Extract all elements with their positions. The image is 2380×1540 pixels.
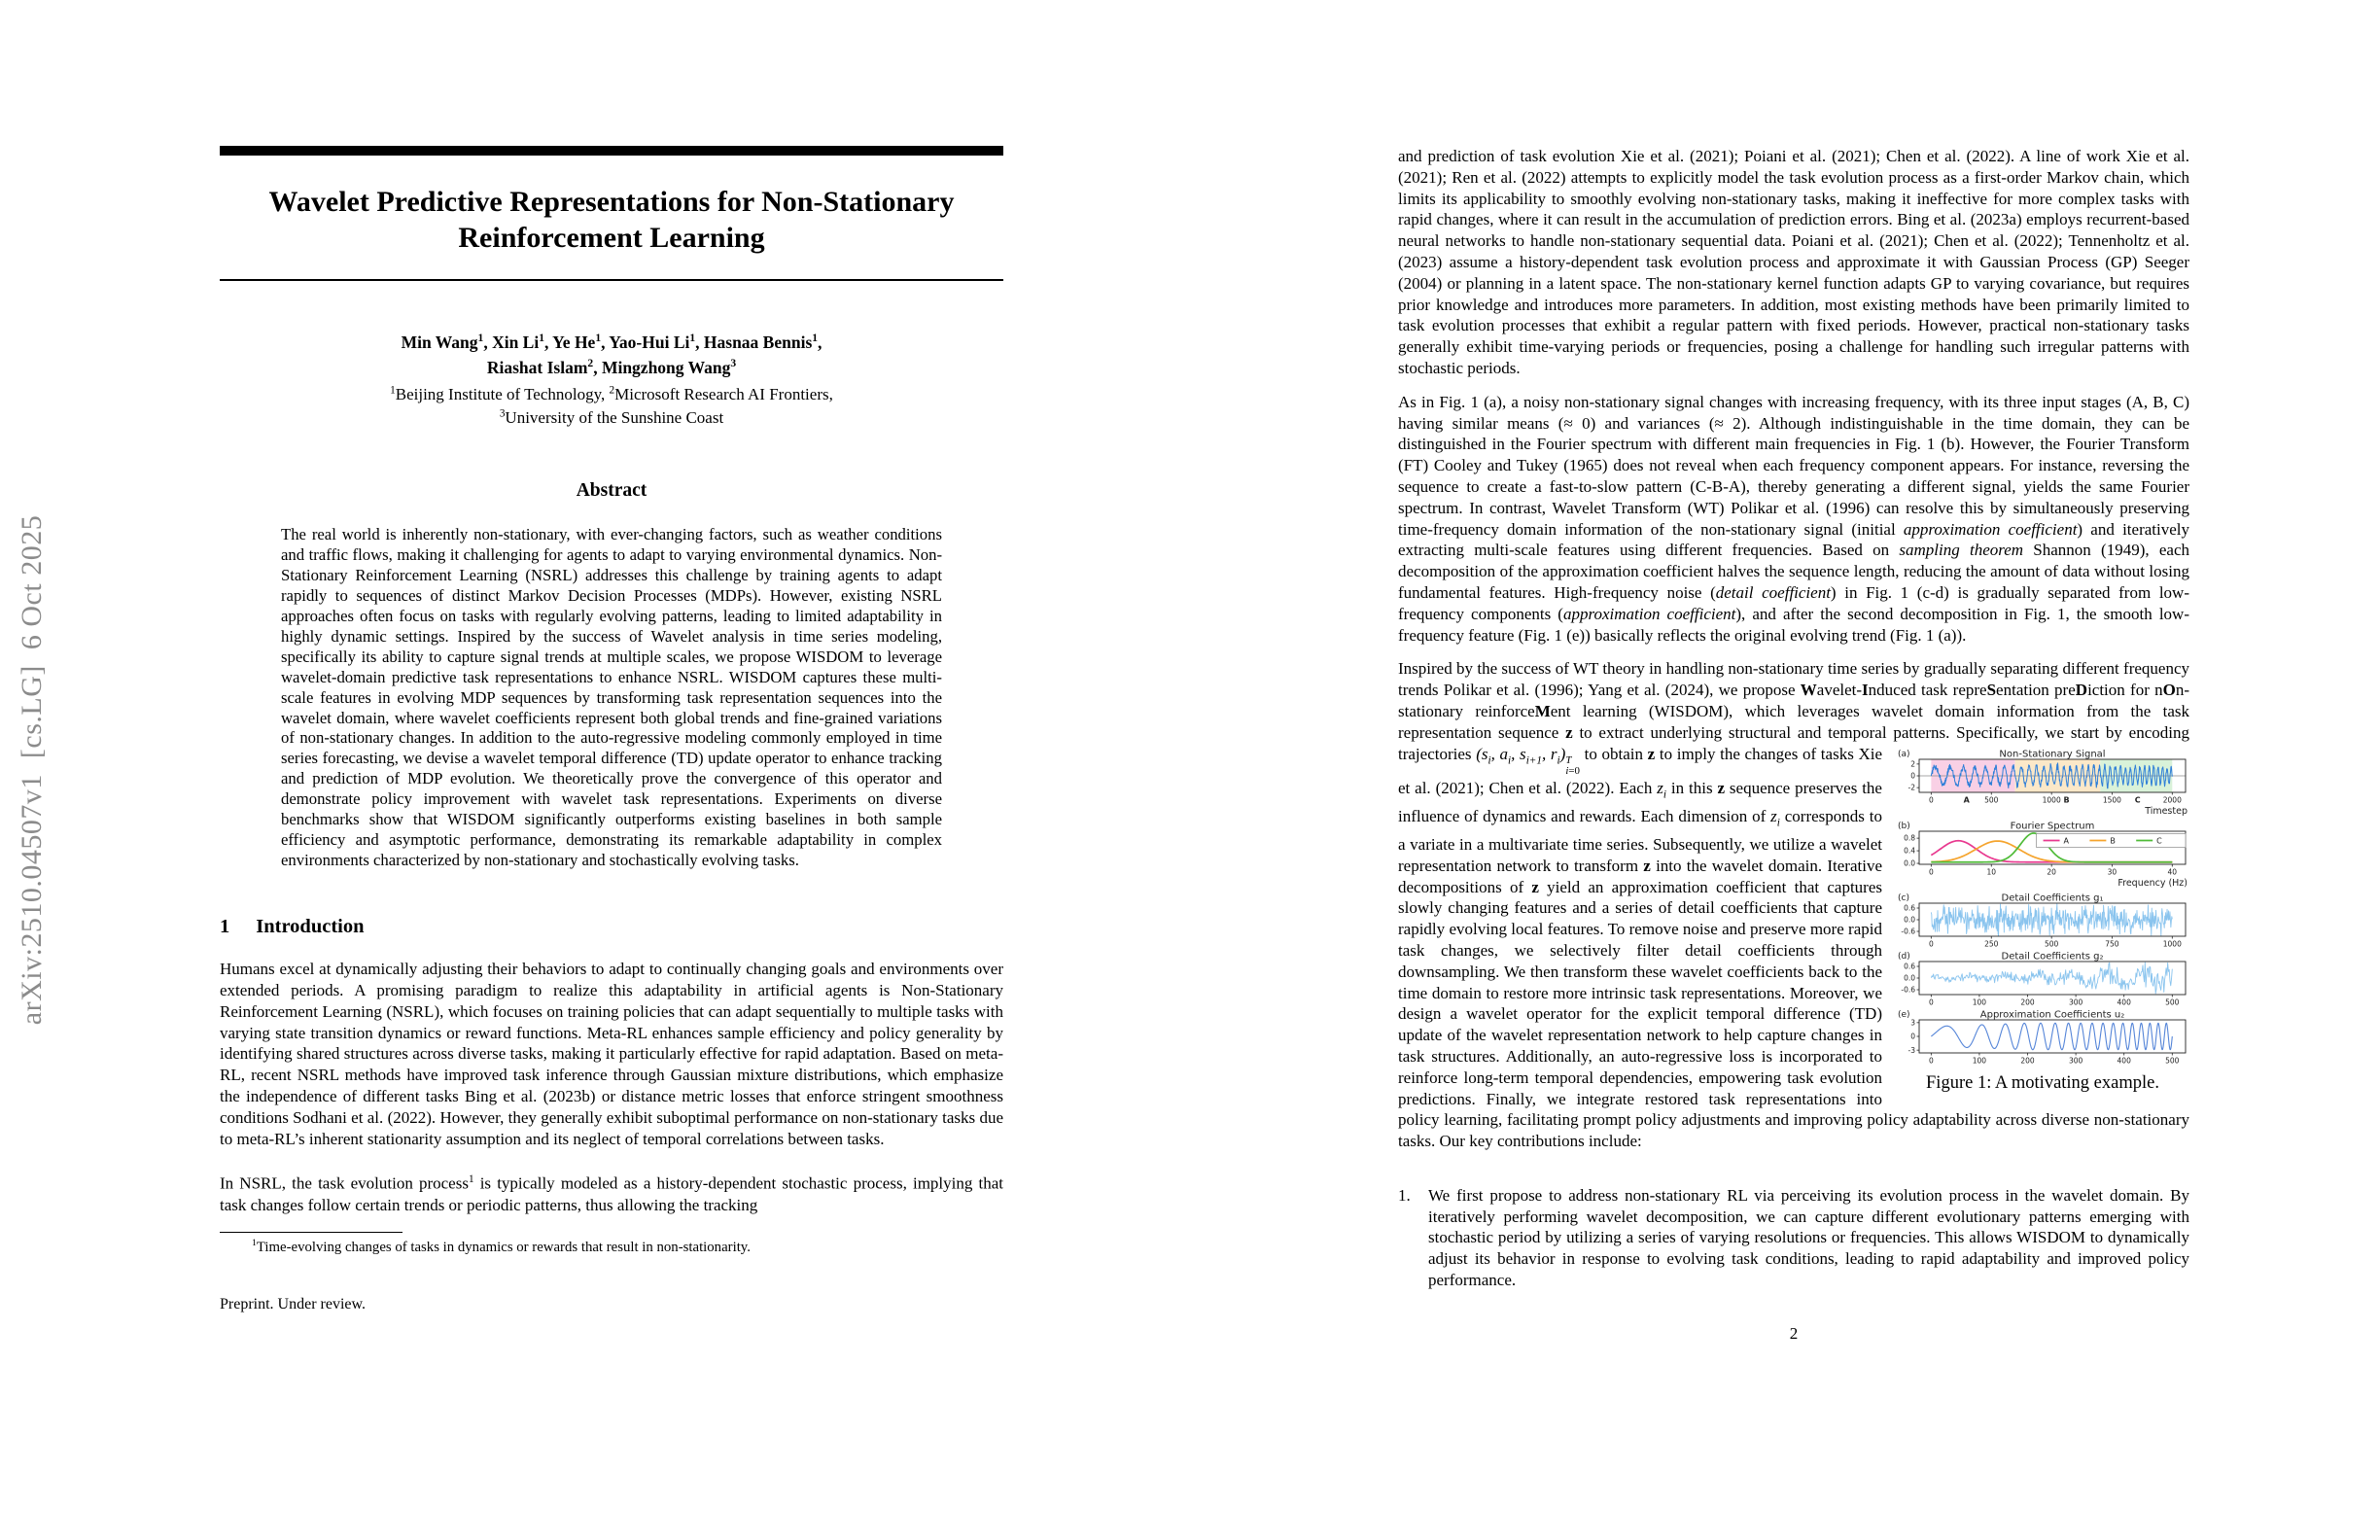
svg-text:B: B [2063,795,2070,805]
section-heading-introduction [220,916,1003,938]
svg-text:3: 3 [1910,1017,1915,1027]
svg-text:0.8: 0.8 [1904,833,1915,843]
svg-text:30: 30 [2107,867,2118,877]
svg-text:200: 200 [2020,1056,2035,1065]
svg-text:1000: 1000 [2042,795,2061,805]
svg-text:A: A [1963,795,1970,805]
section-title: Introduction [256,916,365,938]
page-1 [220,146,1003,1313]
list-item-text: We first propose to address non-stationary RL via perceiving its evolution process in the wavelet domain. By iteratively performing wavelet decomposition, we can capture different evolutionary patterns emerging with stochastic period by utilizing a series of varying resolutions or frequencies. This allows WISDOM to dynamically adjust its behavior in response to evolving task conditions, leading to rapid adaptability and improved policy performance. [1428,1185,2189,1290]
svg-text:-3: -3 [1908,1045,1915,1055]
page2-paragraph-3 [1398,658,2189,1152]
svg-text:(b): (b) [1898,821,1910,831]
abstract-body: The real world is inherently non-stationary, with ever-changing factors, such as weather conditions and traffic flows, making it challenging for agents to adapt to varying environmental dynamics. Non-Stationary Reinforcement Learning (NSRL) addresses this challenge by training agents to adapt rapidly to sequences of distinct Markov Decision Processes (MDPs). However, existing NSRL approaches often focus on tasks with regularly evolving patterns, leading to limited adaptability in highly dynamic settings. Inspired by the success of Wavelet analysis in time series modeling, specifically its ability to capture signal trends at multiple scales, we propose WISDOM to leverage wavelet-domain predictive task representations to enhance NSRL. WISDOM captures these multi-scale features in evolving MDP sequences by transforming task representation sequences into the wavelet domain, where wavelet coefficients represent both global trends and fine-grained variations of non-stationary changes. In addition to the auto-regressive modeling commonly employed in time series forecasting, we devise a wavelet temporal difference (TD) update operator to enhance tracking and prediction of MDP evolution. We theoretically prove the convergence of this operator and demonstrate policy improvement with wavelet task representations. Experiments on diverse benchmarks show that WISDOM significantly outperforms existing baselines in both sample efficiency and asymptotic performance, demonstrating its remarkable adaptability in complex environments characterized by non-stationary and stochastically evolving tasks. [281,524,942,870]
svg-text:0: 0 [1928,998,1934,1006]
svg-text:C: C [2134,795,2141,805]
svg-text:400: 400 [2117,1056,2131,1065]
figure-1 [1896,748,2189,1094]
figure1-subplot-a [1896,748,2189,818]
svg-text:C: C [2156,835,2162,845]
authors-line-1: Min Wang$^1$, Xin Li$^1$, Ye He$^1$, Yao-Hui Li$^1$, Hasnaa Bennis$^1$, [401,332,822,353]
svg-text:500: 500 [2045,939,2059,948]
svg-text:20: 20 [2047,867,2056,877]
svg-text:0: 0 [1928,867,1934,877]
list-item-number: 1. [1398,1185,1411,1205]
svg-text:B: B [2110,835,2116,845]
contribution-item-1 [1398,1185,2189,1291]
affiliation-line-1: $^1$Beijing Institute of Technology, $^2$Microsoft Research AI Frontiers, [390,384,833,403]
preprint-notice: Preprint. Under review. [220,1295,367,1312]
svg-text:(d): (d) [1898,951,1910,962]
svg-text:40: 40 [2167,867,2178,877]
intro-paragraph-2: In NSRL, the task evolution process$^1$ is typically modeled as a history-dependent stochastic process, implying that task changes follow certain trends or periodic patterns, thus allowing the tracking [220,1173,1003,1214]
svg-text:Frequency (Hz): Frequency (Hz) [2118,877,2188,889]
page2-paragraph-1: and prediction of task evolution Xie et al. (2021); Poiani et al. (2021); Chen et al. (2022). A line of work Xie et al. (2021); Ren et al. (2022) attempts to explicitly model the task evolution process as a first-order Markov chain, which limits its applicability to smoothly evolving non-stationary tasks, making it ineffective for more complex tasks with rapid changes, where it can result in the accumulation of prediction errors. Bing et al. (2023a) employs recurrent-based neural networks to handle non-stationary sequential data. Poiani et al. (2021); Chen et al. (2022); Tennenholtz et al. (2023) assume a history-dependent task evolution process and approximate it with Gaussian Process (GP) Seeger (2004) or planning in a latent space. The non-stationary kernel function adapts GP to varying covariance, but requires prior knowledge and introduces more parameters. In addition, most existing methods have been primarily limited to task evolution processes that exhibit a regular pattern with fixed periods. However, practical non-stationary tasks generally exhibit time-varying periods or frequencies, posing a challenge for handling such irregular patterns with stochastic periods. [1398,147,2189,377]
svg-text:Fourier Spectrum: Fourier Spectrum [2010,821,2095,832]
svg-text:Detail Coefficients g₁: Detail Coefficients g₁ [2001,892,2104,904]
svg-text:100: 100 [1972,1056,1987,1065]
page-number: 2 [1789,1323,1799,1343]
paragraph-3-lead: Inspired by the success of WT theory in handling non-stationary time series by gradually separating different frequency trends Polikar et al. (1996); Yang et al. (2024), we propose Wavelet-Induced task repreSentation preDiction for nOn-stationary reinforceMent learning (WISDOM), which leverages wavelet domain information from the task representation sequence z to extract underlying structural and temporal patterns. Specifically, we start by encoding trajectories [1398,659,2190,763]
paper-title: Wavelet Predictive Representations for Non-Stationary Reinforcement Learning [268,186,955,254]
figure1-subplot-b [1896,820,2189,890]
figure1-subplot-e [1896,1008,2189,1065]
svg-text:0.4: 0.4 [1904,846,1915,856]
paragraph-3-wrap: ($s_i$, $a_i$, $s_{i+1}$, $r_i$) T i=0 to obtain z to imply the changes of tasks Xie et al. (2021); Chen et al. (2022). Each $z_i$ in this z sequence preserves the influence of dynamics and rewards. Each dimension of $z_i$ corresponds to a variate in a multivariate time series. Subsequently, we utilize a wavelet representation network to transform z into the wavelet domain. Iterative decompositions of z yield an approximation coefficient that captures slowly changing features and a series of detail coefficients that capture rapidly evolving local features. To remove noise and preserve more rapid task changes, we selectively filter detail coefficients through downsampling. We then transform these wavelet coefficients back to the time domain to restore more intrinsic task representations. Moreover, we design a wavelet operator for [1398,744,1883,1024]
abstract-heading: Abstract [576,479,648,501]
arxiv-watermark: arXiv:2510.04507v1 [cs.LG] 6 Oct 2025 [16,514,48,1026]
affiliation-line-2: $^3$University of the Sunshine Coast [499,407,724,427]
title-top-bar [220,146,1003,156]
figure1-caption: Figure 1: A motivating example. [1926,1072,2159,1093]
page-2 [1398,146,2189,1344]
svg-text:2: 2 [1910,758,1915,768]
svg-text:1000: 1000 [2162,939,2182,948]
svg-text:0: 0 [1928,795,1934,805]
svg-text:0.0: 0.0 [1904,973,1915,983]
footnote-1: $^1$Time-evolving changes of tasks in dynamics or rewards that result in non-stationarity. [252,1237,751,1255]
svg-text:Detail Coefficients g₂: Detail Coefficients g₂ [2001,951,2104,962]
author-block [220,330,1003,381]
svg-text:Approximation Coefficients u₂: Approximation Coefficients u₂ [1979,1009,2125,1021]
affiliation-block [220,383,1003,430]
svg-text:0.0: 0.0 [1904,915,1915,925]
page2-paragraph-2: As in Fig. 1 (a), a noisy non-stationary signal changes with increasing frequency, with its three input stages (A, B, C) having similar means (≈ 0) and variances (≈ 2). Although indistinguishable in the time domain, they can be distinguished in the Fourier spectrum with different main frequencies in Fig. 1 (b). However, the Fourier Transform (FT) Cooley and Tukey (1965) does not reveal when each frequency component appears. For instance, reversing the sequence to create a fast-to-slow pattern (C-B-A), thereby generating a different signal, yields the same Fourier spectrum. In contrast, Wavelet Transform (WT) Polikar et al. (1996) can resolve this by simultaneously preserving time-frequency domain information of the non-stationary signal (initial approximation coefficient) and iteratively extracting multi-scale features using different frequencies. Based on sampling theorem Shannon (1949), each decomposition of the approximation coefficient halves the sequence length, reducing the amount of data without losing fundamental features. High-frequency noise (detail coefficient) in Fig. 1 (c-d) is gradually separated from low-frequency components (approximation coefficient), and after the second decomposition in Fig. 1, the smooth low-frequency feature (Fig. 1 (e)) basically reflects the original evolving trend (Fig. 1 (a)). [1398,392,2189,645]
svg-text:-0.6: -0.6 [1901,985,1915,995]
svg-text:0: 0 [1910,771,1915,781]
svg-text:(a): (a) [1898,749,1910,759]
svg-text:(e): (e) [1898,1009,1910,1020]
svg-text:500: 500 [2165,1056,2180,1065]
svg-text:250: 250 [1984,939,1999,948]
svg-text:2000: 2000 [2162,795,2182,805]
svg-text:-2: -2 [1908,783,1915,792]
svg-text:400: 400 [2117,998,2131,1006]
section-number: 1 [220,916,230,938]
svg-text:500: 500 [1984,795,1999,805]
svg-text:Timestep: Timestep [2145,805,2188,817]
svg-text:Non-Stationary Signal: Non-Stationary Signal [1999,749,2106,760]
svg-text:(c): (c) [1898,892,1909,903]
paragraph-3-tail: the explicit temporal difference (TD) update of the wavelet representation network to help capture changes in task structures. Additionally, an auto-regressive loss is incorporated to reinforce long-term temporal dependencies, empowering task evolution predictions. Finally, we integrate restored task representations into policy learning, facilitating prompt policy adjustments and improving policy adaptability across diverse non-stationary tasks. Our key contributions include: [1398,1004,2189,1151]
svg-text:10: 10 [1986,867,1997,877]
svg-text:750: 750 [2105,939,2119,948]
svg-text:-0.6: -0.6 [1901,927,1915,936]
title-rule [220,279,1003,281]
footnote-rule [220,1232,402,1233]
svg-text:0.6: 0.6 [1904,962,1915,971]
svg-text:0.6: 0.6 [1904,903,1915,913]
svg-text:0: 0 [1910,1032,1915,1041]
svg-text:0: 0 [1928,1056,1934,1065]
svg-text:200: 200 [2020,998,2035,1006]
svg-text:300: 300 [2068,1056,2083,1065]
figure1-subplot-d [1896,950,2189,1006]
authors-line-2: Riashat Islam$^2$, Mingzhong Wang$^3$ [486,358,737,378]
svg-text:0: 0 [1928,939,1934,948]
figure1-plots [1896,748,2189,1065]
svg-text:300: 300 [2068,998,2083,1006]
svg-text:1500: 1500 [2102,795,2121,805]
svg-text:A: A [2063,835,2070,845]
svg-text:100: 100 [1972,998,1987,1006]
intro-paragraph-1: Humans excel at dynamically adjusting their behaviors to adapt to continually changing goals and environments over extended periods. A promising paradigm to realize this adaptability in artificial agents is Non-Stationary Reinforcement Learning (NSRL), which focuses on training policies that can adapt sequentially to multiple tasks with varying state transition dynamics or reward functions. Meta-RL enhances sample efficiency and policy generality by identifying shared structures across diverse tasks, making it particularly effective for rapid adaptation. Based on meta-RL, recent NSRL methods have improved task inference through Gaussian mixture distributions, which emphasize the independence of different tasks Bing et al. (2023b) or distance metric losses that enforce stringent smoothness conditions Sodhani et al. (2022). However, they generally exhibit suboptimal performance on non-stationary tasks due to meta-RL’s inherent stationarity assumption and its neglect of temporal correlations between tasks. [220,960,1003,1148]
figure1-subplot-c [1896,892,2189,948]
svg-text:500: 500 [2165,998,2180,1006]
svg-text:0.0: 0.0 [1904,858,1915,868]
